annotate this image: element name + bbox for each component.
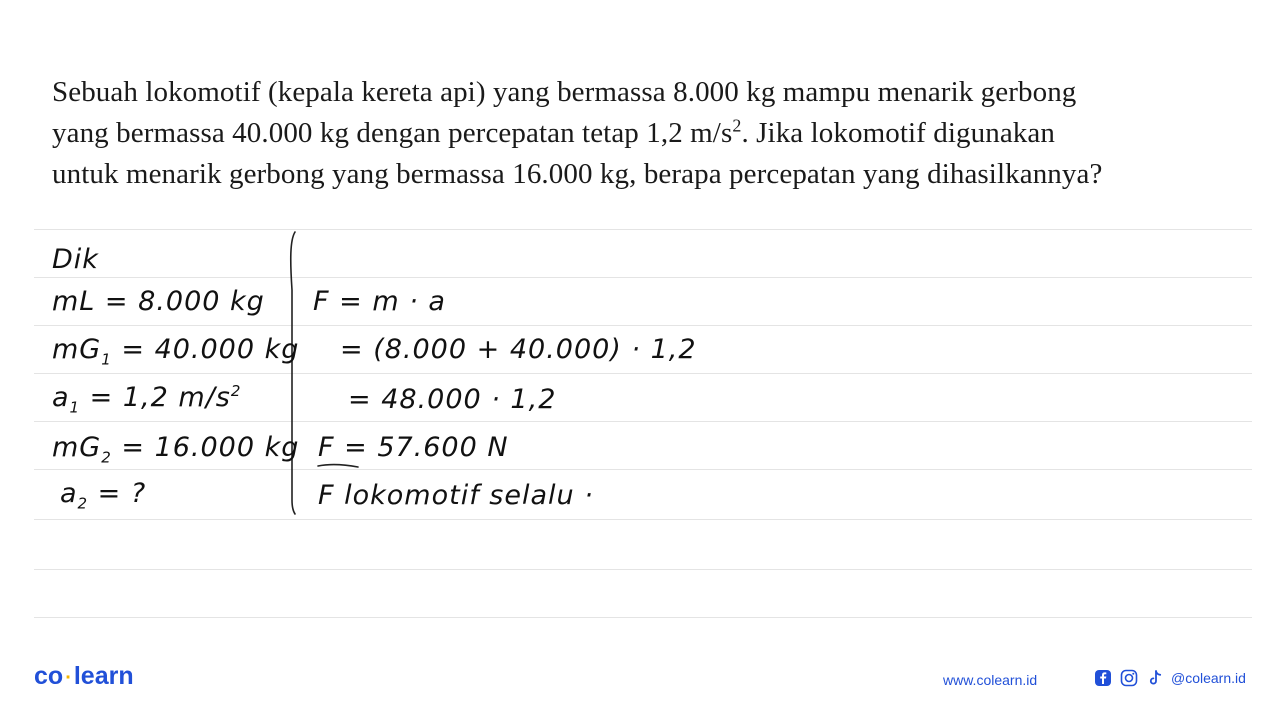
social-links	[1093, 668, 1246, 688]
subscript: 2	[101, 448, 112, 467]
formula-step-3: = 48.000 · 1,2	[348, 384, 557, 415]
symbol: mG	[52, 334, 102, 365]
ruled-line	[34, 617, 1252, 618]
logo-dot: ·	[65, 667, 72, 689]
value: = 16.000 kg	[111, 432, 300, 463]
website-link[interactable]: www.colearn.id	[943, 672, 1038, 688]
result-underline	[316, 462, 360, 470]
given-mass-locomotive: mL = 8.000 kg	[52, 286, 265, 317]
subscript: 2	[77, 494, 89, 513]
value: = ?	[88, 478, 147, 509]
ruled-line	[34, 421, 1252, 422]
ruled-line	[34, 373, 1252, 374]
colearn-logo	[34, 662, 134, 691]
symbol: a	[60, 478, 78, 509]
ruled-line	[34, 277, 1252, 278]
social-handle[interactable]: @colearn.id	[1171, 670, 1246, 686]
question-line-2	[52, 113, 1242, 154]
question-text	[52, 72, 1242, 195]
value: = 1,2 m/s	[80, 382, 231, 413]
given-acceleration-1	[52, 382, 241, 416]
formula-step-1: F = m · a	[313, 286, 446, 317]
ruled-line	[34, 325, 1252, 326]
ruled-line	[34, 229, 1252, 230]
instagram-icon[interactable]	[1119, 668, 1139, 688]
exponent: 2	[732, 115, 742, 136]
question-line-2-text: yang bermassa 40.000 kg dengan percepatan tetap 1,2 m/s	[52, 117, 733, 149]
question-line-3: untuk menarik gerbong yang bermassa 16.000 kg, berapa percepatan yang dihasilkannya?	[52, 158, 1103, 190]
divider-brace	[289, 230, 309, 515]
given-mass-wagon-1	[52, 334, 299, 368]
formula-step-2: = (8.000 + 40.000) · 1,2	[340, 334, 697, 365]
logo-learn: learn	[73, 662, 134, 690]
subscript: 1	[69, 398, 81, 417]
formula-result: F = 57.600 N	[318, 432, 509, 463]
tiktok-icon[interactable]	[1145, 668, 1165, 688]
given-mass-wagon-2	[52, 432, 299, 466]
symbol: a	[52, 382, 70, 413]
logo-co: co	[34, 662, 64, 690]
exponent: 2	[230, 382, 242, 400]
formula-note: F lokomotif selalu ·	[318, 480, 594, 511]
unknown-acceleration-2	[60, 478, 146, 512]
ruled-line	[34, 519, 1252, 520]
ruled-line	[34, 469, 1252, 470]
symbol: mG	[52, 432, 102, 463]
value: = 40.000 kg	[111, 334, 300, 365]
question-line-1: Sebuah lokomotif (kepala kereta api) yang bermassa 8.000 kg mampu menarik gerbong	[52, 76, 1077, 108]
question-line-2-tail: . Jika lokomotif digunakan	[741, 117, 1055, 149]
facebook-icon[interactable]	[1093, 668, 1113, 688]
ruled-line	[34, 569, 1252, 570]
given-header: Dik	[52, 244, 99, 275]
subscript: 1	[101, 350, 112, 369]
